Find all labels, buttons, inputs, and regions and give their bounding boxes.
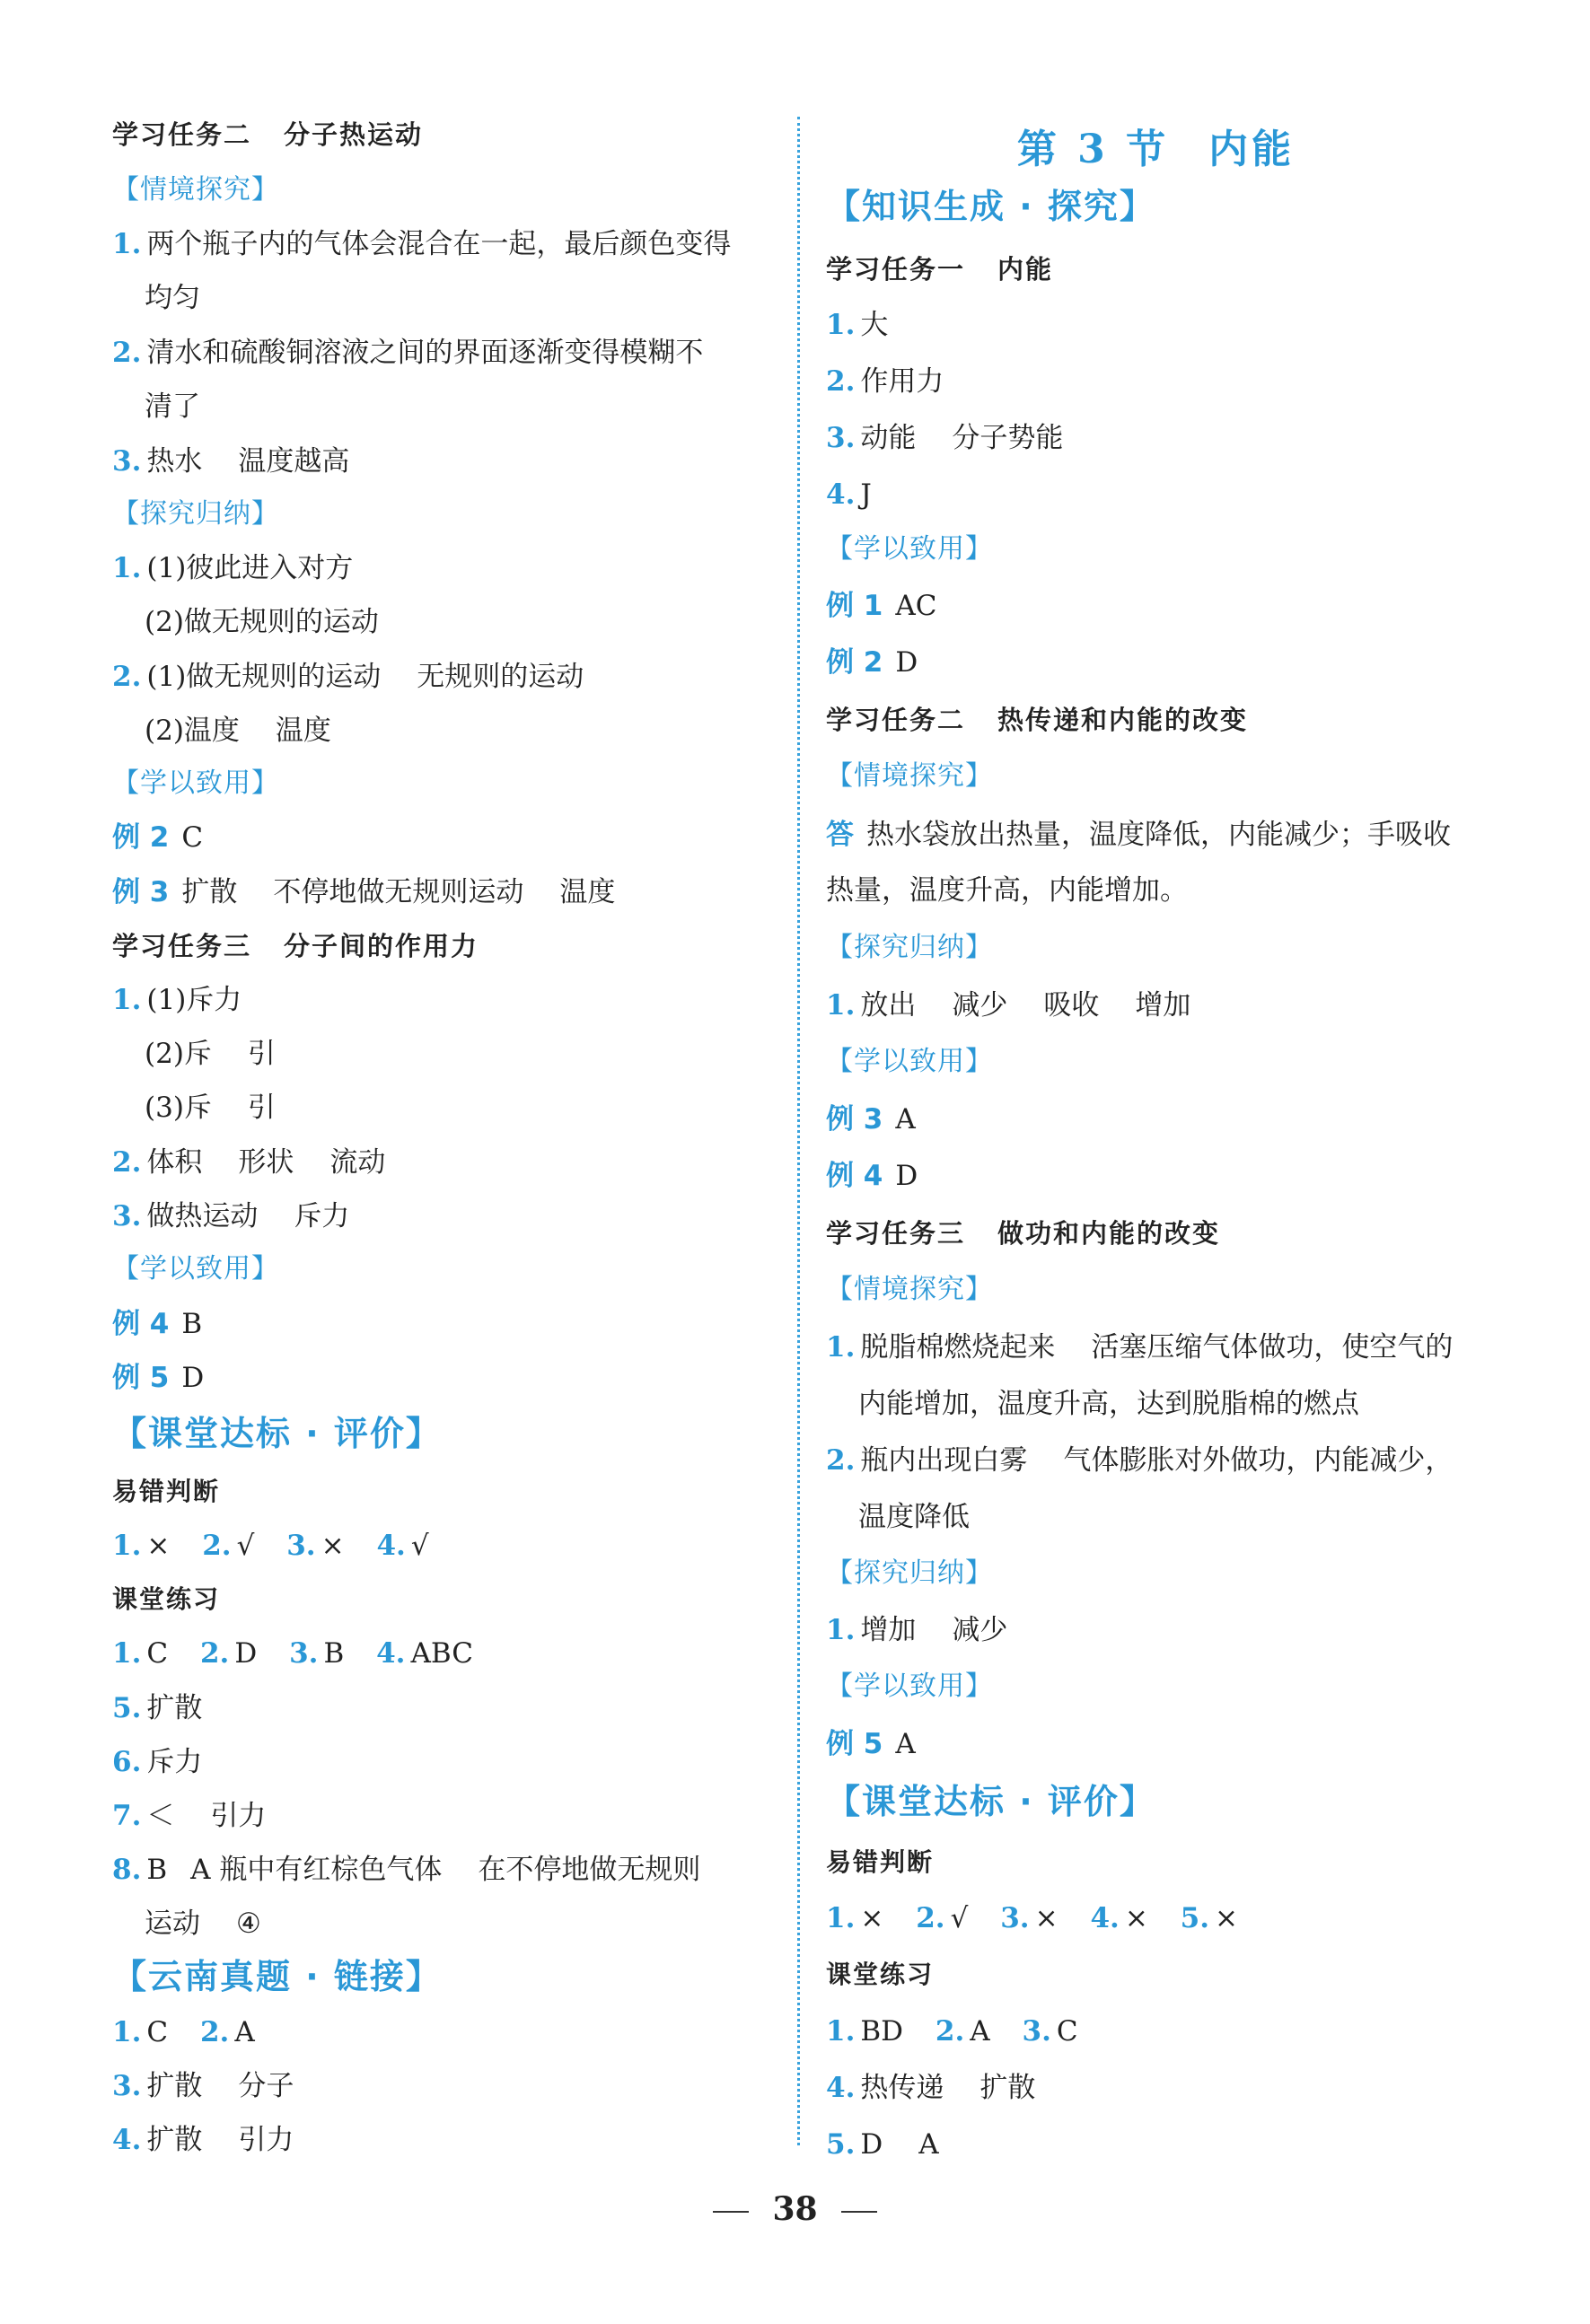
judge-answers: 1. × 2. √ 3. × 4. × 5. × xyxy=(826,1902,1239,1934)
task-title xyxy=(826,702,1248,738)
list-item-cont: 内能增加，温度升高，达到脱脂棉的燃点 xyxy=(858,1388,1359,1420)
task-title xyxy=(112,928,479,964)
section-heading: 【知识生成 · 探究】 xyxy=(826,187,1155,226)
answer-paragraph: 答 热水袋放出热量，温度降低，内能减少；手吸收 xyxy=(826,819,1451,851)
practice-answers: 1. BD 2. A 3. C xyxy=(826,2015,1078,2048)
list-item: 1. 大 xyxy=(826,309,889,341)
section-tag: 【情境探究】 xyxy=(112,174,279,206)
list-item: 3. 扩散 分子 xyxy=(112,2070,294,2102)
list-item-cont: 均匀 xyxy=(145,282,200,314)
column-divider xyxy=(797,117,800,2145)
list-item: 3. 动能 分子势能 xyxy=(826,422,1064,454)
list-item: 1. (1)斥力 xyxy=(112,984,242,1016)
list-item: 3. 做热运动 斥力 xyxy=(112,1200,350,1232)
list-item: 2. 作用力 xyxy=(826,365,944,398)
example-item: 例 3 扩散 不停地做无规则运动 温度 xyxy=(112,876,616,908)
list-item: 1. 增加 减少 xyxy=(826,1614,1008,1646)
section-tag: 【学以致用】 xyxy=(112,767,279,799)
section-heading: 【云南真题 · 链接】 xyxy=(112,1957,442,1996)
task-title xyxy=(112,117,423,153)
list-item-cont: 温度降低 xyxy=(858,1501,970,1533)
list-item: 2. 瓶内出现白雾 气体膨胀对外做功，内能减少， xyxy=(826,1444,1454,1477)
list-item: 1. 脱脂棉燃烧起来 活塞压缩气体做功，使空气的 xyxy=(826,1331,1454,1364)
task-name: 分子间的作用力 xyxy=(284,931,479,961)
judge-answers: 1. × 2. √ 3. × 4. √ xyxy=(112,1530,429,1562)
subheading: 易错判断 xyxy=(112,1477,221,1506)
list-item: 1. 两个瓶子内的气体会混合在一起，最后颜色变得 xyxy=(112,228,732,260)
list-item: 2. (1)做无规则的运动 无规则的运动 xyxy=(112,661,584,693)
section-tag: 【探究归纳】 xyxy=(826,1557,993,1589)
task-label: 学习任务二 xyxy=(112,119,252,150)
task-label: 学习任务二 xyxy=(826,705,966,735)
subheading: 课堂练习 xyxy=(826,1960,935,1989)
section-tag: 【探究归纳】 xyxy=(112,498,279,530)
example-item: 例 2 D xyxy=(826,646,918,679)
list-item: 5. 扩散 xyxy=(112,1692,203,1724)
list-item: 8. B A 瓶中有红棕色气体 在不停地做无规则 xyxy=(112,1854,701,1886)
example-item: 例 2 C xyxy=(112,821,204,854)
list-item: 7. ＜ 引力 xyxy=(112,1800,267,1832)
list-item-cont: (2)做无规则的运动 xyxy=(145,606,379,638)
task-title xyxy=(826,251,1053,287)
example-item: 例 5 D xyxy=(112,1362,205,1394)
example-item: 例 1 AC xyxy=(826,590,937,622)
list-item: 1. 放出 减少 吸收 增加 xyxy=(826,989,1191,1022)
section-heading: 【课堂达标 · 评价】 xyxy=(826,1782,1155,1821)
example-item: 例 4 B xyxy=(112,1308,203,1340)
list-item: 5. D A xyxy=(826,2128,939,2161)
section-tag: 【学以致用】 xyxy=(826,533,993,565)
section-heading: 【课堂达标 · 评价】 xyxy=(112,1414,442,1453)
section-tag: 【探究归纳】 xyxy=(826,932,993,963)
task-name: 内能 xyxy=(997,254,1054,285)
example-item: 例 4 D xyxy=(826,1160,918,1192)
list-item: 4. 扩散 引力 xyxy=(112,2124,294,2156)
task-label: 学习任务三 xyxy=(112,931,252,961)
chapter-heading: 第 3 节 内能 xyxy=(1016,127,1296,172)
section-tag: 【情境探究】 xyxy=(826,760,993,792)
practice-answers: 1. C 2. D 3. B 4. ABC xyxy=(112,1637,473,1670)
section-tag: 【学以致用】 xyxy=(112,1253,279,1285)
list-item-cont: (2)斥 引 xyxy=(145,1038,276,1070)
task-name: 分子热运动 xyxy=(284,119,424,150)
list-item: 2. 清水和硫酸铜溶液之间的界面逐渐变得模糊不 xyxy=(112,337,704,369)
list-item: 2. 体积 形状 流动 xyxy=(112,1146,386,1179)
task-name: 热传递和内能的改变 xyxy=(997,705,1249,735)
subheading: 课堂练习 xyxy=(112,1584,221,1614)
list-item-cont: 清了 xyxy=(145,390,200,423)
example-item: 例 5 A xyxy=(826,1728,916,1760)
subheading: 易错判断 xyxy=(826,1847,935,1877)
list-item: 6. 斥力 xyxy=(112,1746,203,1778)
list-item: 4. J xyxy=(826,478,872,511)
task-title xyxy=(826,1215,1220,1251)
list-item-cont: (2)温度 温度 xyxy=(145,715,331,747)
list-item: 4. 热传递 扩散 xyxy=(826,2072,1036,2104)
list-item: 1. (1)彼此进入对方 xyxy=(112,552,354,584)
page-number: 38 xyxy=(0,2190,1590,2228)
list-item: 3. 热水 温度越高 xyxy=(112,445,350,478)
task-label: 学习任务一 xyxy=(826,254,966,285)
task-label: 学习任务三 xyxy=(826,1218,966,1249)
section-tag: 【情境探究】 xyxy=(826,1274,993,1305)
answer-paragraph-cont: 热量，温度升高，内能增加。 xyxy=(826,874,1188,907)
practice-answers: 1. C 2. A xyxy=(112,2016,255,2048)
example-item: 例 3 A xyxy=(826,1103,916,1136)
task-name: 做功和内能的改变 xyxy=(997,1218,1221,1249)
section-tag: 【学以致用】 xyxy=(826,1046,993,1077)
list-item-cont: (3)斥 引 xyxy=(145,1092,276,1124)
list-item-cont: 运动 ④ xyxy=(145,1907,261,1940)
section-tag: 【学以致用】 xyxy=(826,1671,993,1702)
